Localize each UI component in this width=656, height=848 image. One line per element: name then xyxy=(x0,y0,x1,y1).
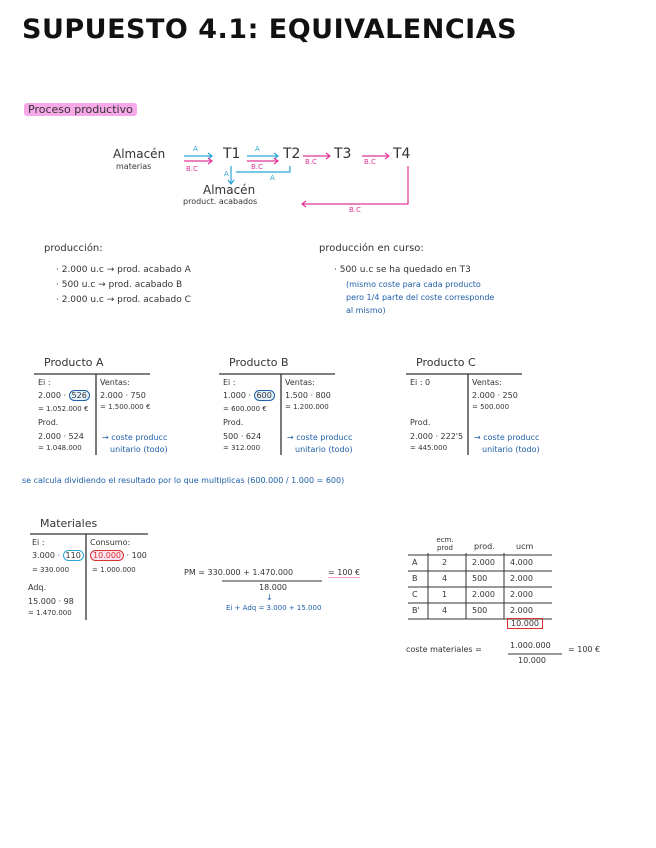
producto-2-note2: unitario (todo) xyxy=(482,445,540,454)
flow-materias: materias xyxy=(116,162,152,171)
producto-0-ventas-label: Ventas: xyxy=(100,378,130,387)
equiv-cell: 2.000 xyxy=(510,574,533,583)
producto-1-v2: = 1.200.000 xyxy=(285,403,329,411)
producto-2-p2: = 445.000 xyxy=(410,444,448,452)
equiv-cell: 4 xyxy=(442,606,448,615)
mat-consumo-2: = 1.000.000 xyxy=(92,566,136,574)
section-label: Proceso productivo xyxy=(24,103,137,116)
mat-consumo-label: Consumo: xyxy=(90,538,131,547)
flow-a-2: A xyxy=(255,145,260,153)
equiv-header-prod: prod. xyxy=(474,542,495,551)
flow-t3: T3 xyxy=(334,146,352,162)
producto-2-name: Producto C xyxy=(416,356,476,369)
equiv-cell: 4 xyxy=(442,574,448,583)
flow-a-3: A xyxy=(224,170,229,178)
coste-mat-num: 1.000.000 xyxy=(510,641,551,650)
equiv-cell: 500 xyxy=(472,606,488,615)
equiv-cell: B' xyxy=(412,606,420,615)
producto-2-p1: 2.000 · 222'5 xyxy=(410,432,464,441)
producto-2-v2: = 500.000 xyxy=(472,403,510,411)
producto-1-ei1: 1.000 · xyxy=(223,391,254,400)
producto-1-p1: 500 · 624 xyxy=(223,432,262,441)
producto-1-p2: = 312.000 xyxy=(223,444,261,452)
producto-1-ventas-label: Ventas: xyxy=(285,378,315,387)
mat-ei-label: Ei : xyxy=(32,538,45,547)
producto-1-ei-label: Ei : xyxy=(223,378,236,387)
producto-0-ei2: = 1.052.000 € xyxy=(38,405,89,413)
en-curso-heading: producción en curso: xyxy=(319,243,424,254)
flow-bc-5: B.C xyxy=(349,206,361,214)
producto-2-note1: → coste producc xyxy=(474,433,540,442)
producto-0-ei1: 2.000 · xyxy=(38,391,69,400)
mat-ei-circle: 110 xyxy=(63,550,84,561)
coste-mat-result: = 100 € xyxy=(568,645,601,654)
produccion-line-1: · 2.000 u.c → prod. acabado A xyxy=(56,265,191,275)
producto-1-prod-label: Prod. xyxy=(223,418,244,427)
pm-denominator: 18.000 xyxy=(259,583,287,592)
materiales-title: Materiales xyxy=(40,517,98,530)
flow-a-1: A xyxy=(193,145,198,153)
flow-bc-4: B.C xyxy=(364,158,376,166)
flow-bc-3: B.C xyxy=(305,158,317,166)
producto-0-prod-label: Prod. xyxy=(38,418,59,427)
flow-productos: product. acabados xyxy=(183,197,258,206)
produccion-line-2: · 500 u.c → prod. acabado B xyxy=(56,280,183,290)
mat-consumo-circle: 10.000 xyxy=(90,550,124,561)
en-curso-note-3: al mismo) xyxy=(346,306,386,315)
producto-0-v1: 2.000 · 750 xyxy=(100,391,146,400)
mat-consumo-1: · 100 xyxy=(124,551,147,560)
flow-almacen: Almacén xyxy=(113,147,166,161)
en-curso-line: · 500 u.c se ha quedado en T3 xyxy=(334,265,471,275)
equiv-cell: B xyxy=(412,574,418,583)
mat-ei-1: 3.000 · xyxy=(32,551,63,560)
producto-0-note1: → coste producc xyxy=(102,433,168,442)
coste-mat-label: coste materiales = xyxy=(406,645,482,654)
equiv-cell: 2.000 xyxy=(472,558,495,567)
pm-explain: Ei + Adq = 3.000 + 15.000 xyxy=(226,604,322,612)
producto-2-v1: 2.000 · 250 xyxy=(472,391,518,400)
producto-0-note2: unitario (todo) xyxy=(110,445,168,454)
producto-0-p1: 2.000 · 524 xyxy=(38,432,84,441)
equiv-cell: 2.000 xyxy=(472,590,495,599)
producto-1-note2: unitario (todo) xyxy=(295,445,353,454)
flow-bc-1: B.C xyxy=(186,165,198,173)
equiv-cell: 500 xyxy=(472,574,488,583)
produccion-line-3: · 2.000 u.c → prod. acabado C xyxy=(56,295,191,305)
mat-ei-2: = 330.000 xyxy=(32,566,70,574)
pm-result: = 100 € xyxy=(328,568,361,577)
flow-almacen-2: Almacén xyxy=(203,183,256,197)
producto-0-name: Producto A xyxy=(44,356,104,369)
coste-mat-den: 10.000 xyxy=(518,656,546,665)
producto-0-v2: = 1.500.000 € xyxy=(100,403,151,411)
equiv-cell: 4.000 xyxy=(510,558,533,567)
page-title: SUPUESTO 4.1: EQUIVALENCIAS xyxy=(22,14,518,45)
calc-note: se calcula dividiendo el resultado por lo que multiplicas (600.000 / 1.000 = 600) xyxy=(22,476,345,485)
producto-0-p2: = 1.048.000 xyxy=(38,444,82,452)
equiv-cell: 2.000 xyxy=(510,590,533,599)
equiv-cell: A xyxy=(412,558,418,567)
producto-0-ei-circle: 526 xyxy=(69,390,90,401)
producto-2-ei-label: Ei : 0 xyxy=(410,378,431,387)
producto-1-name: Producto B xyxy=(229,356,289,369)
producto-2-ventas-label: Ventas: xyxy=(472,378,502,387)
producto-1-v1: 1.500 · 800 xyxy=(285,391,331,400)
pm-arrow: ↓ xyxy=(266,593,273,602)
en-curso-note-2: pero 1/4 parte del coste corresponde xyxy=(346,293,495,302)
flow-a-4: A xyxy=(270,174,275,182)
mat-adq-1: 15.000 · 98 xyxy=(28,597,74,606)
producto-2-prod-label: Prod. xyxy=(410,418,431,427)
mat-adq-label: Adq. xyxy=(28,583,47,592)
producto-1-note1: → coste producc xyxy=(287,433,353,442)
equiv-header-ecm: ecm. prod xyxy=(436,536,454,552)
pm-numerator: PM = 330.000 + 1.470.000 xyxy=(184,568,294,577)
producto-0-ei-label: Ei : xyxy=(38,378,51,387)
producto-1-ei-circle: 600 xyxy=(254,390,275,401)
mat-adq-2: = 1.470.000 xyxy=(28,609,72,617)
equiv-cell: 2.000 xyxy=(510,606,533,615)
producto-1-ei2: = 600.000 € xyxy=(223,405,267,413)
equiv-cell: 1 xyxy=(442,590,448,599)
produccion-heading: producción: xyxy=(44,243,103,254)
equiv-cell: C xyxy=(412,590,418,599)
flow-t1: T1 xyxy=(223,146,241,162)
equiv-cell: 2 xyxy=(442,558,448,567)
equiv-total: 10.000 xyxy=(507,618,543,629)
en-curso-note-1: (mismo coste para cada producto xyxy=(346,280,481,289)
flow-bc-2: B.C xyxy=(251,163,263,171)
equiv-header-ucm: ucm xyxy=(516,542,534,551)
flow-t4: T4 xyxy=(393,146,411,162)
flow-t2: T2 xyxy=(283,146,301,162)
